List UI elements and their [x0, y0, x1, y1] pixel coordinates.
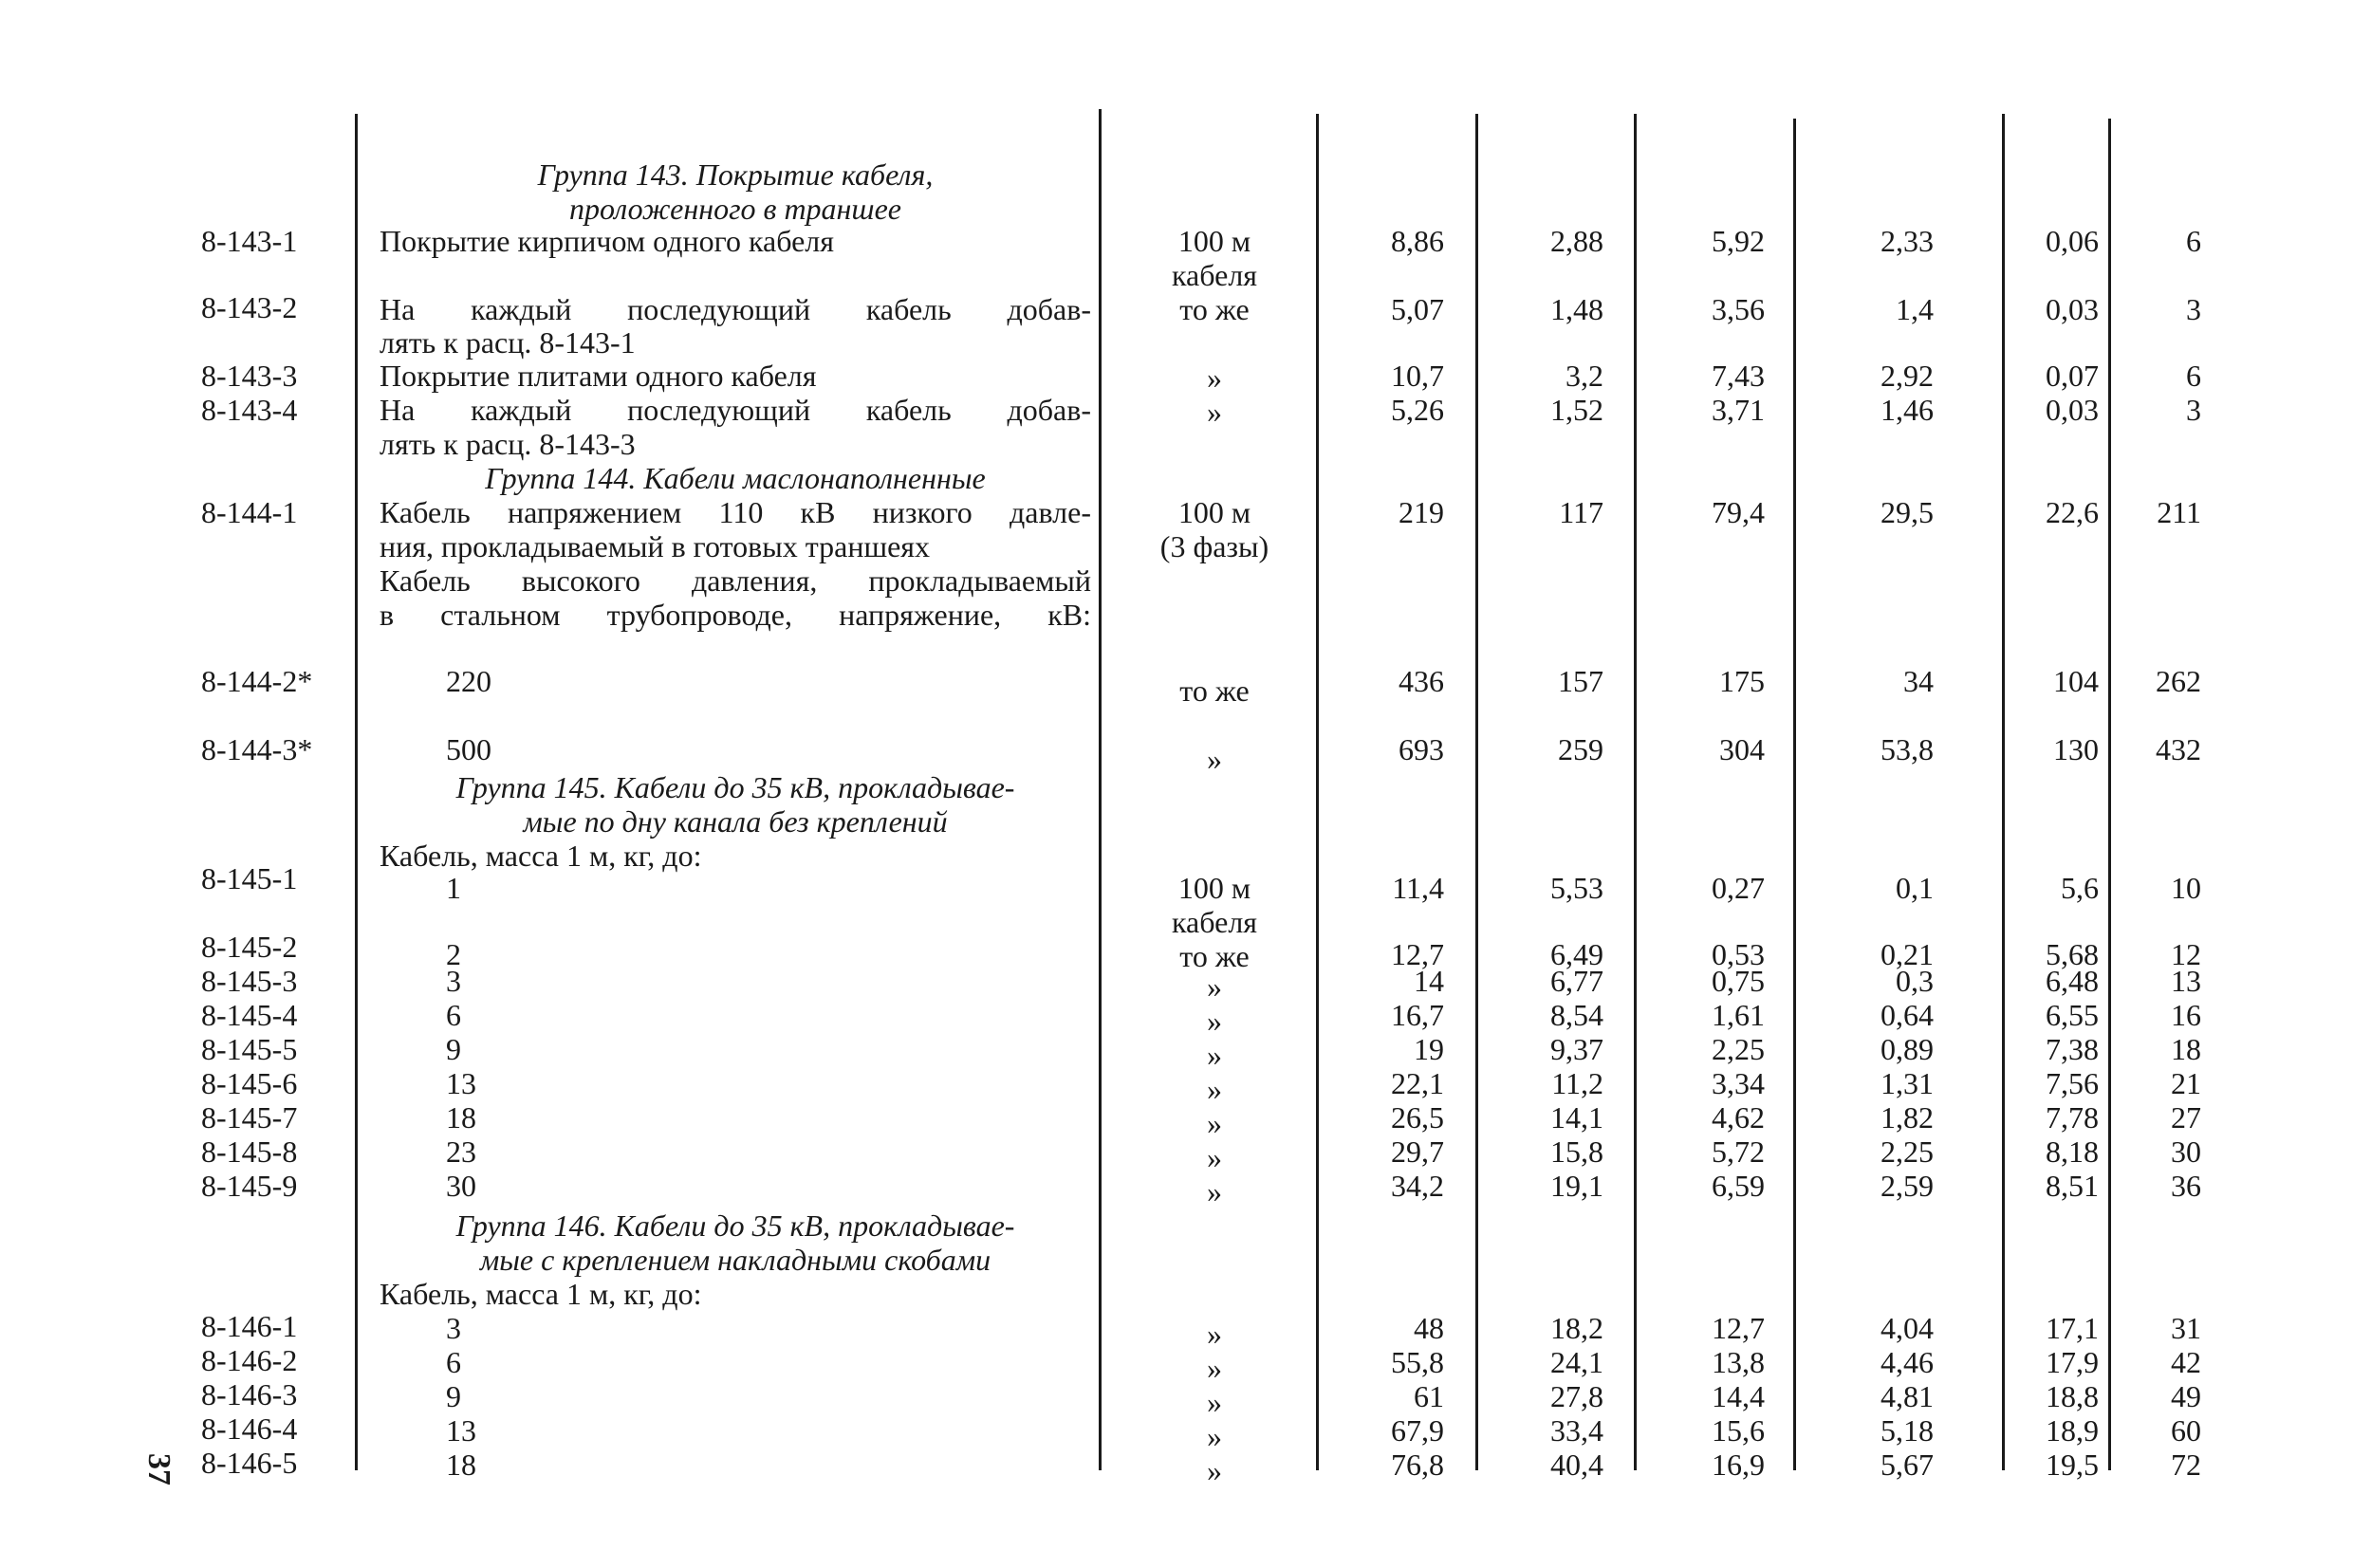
group-143-title-line-1: Группа 143. Покрытие кабеля, — [537, 157, 934, 192]
row-unit-line-2: кабеля — [1171, 905, 1257, 939]
row-description: На каждый последующий кабель добав- — [380, 292, 1091, 326]
cell-materials: 8,18 — [2046, 1134, 2099, 1169]
row-description: Покрытие плитами одного кабеля — [380, 359, 817, 393]
cell-machine-wages: 1,4 — [1896, 292, 1934, 326]
row-unit: » — [1207, 1004, 1222, 1038]
cell-machine-wages: 34 — [1903, 664, 1934, 698]
cell-materials: 130 — [2053, 732, 2099, 766]
row-unit: 100 м — [1177, 871, 1251, 905]
cell-materials: 6,55 — [2046, 998, 2099, 1032]
cell-total: 11,4 — [1392, 871, 1444, 905]
row-label: 30 — [446, 1169, 476, 1203]
cell-machine-wages: 1,31 — [1881, 1066, 1934, 1100]
row-unit: » — [1207, 1174, 1222, 1208]
row-unit-line-2: кабеля — [1171, 258, 1257, 292]
cell-machines: 304 — [1719, 732, 1765, 766]
cell-labor-hours: 72 — [2171, 1448, 2201, 1482]
row-unit: 100 м — [1177, 495, 1251, 529]
row-unit: » — [1207, 1385, 1222, 1419]
cell-total: 10,7 — [1391, 359, 1444, 393]
cell-machine-wages: 2,33 — [1881, 224, 1934, 258]
cell-labor-hours: 262 — [2156, 664, 2201, 698]
cell-total: 219 — [1399, 495, 1444, 529]
cell-machine-wages: 2,59 — [1881, 1169, 1934, 1203]
row-code: 8-146-3 — [201, 1377, 298, 1411]
row-unit: » — [1207, 969, 1222, 1004]
row-label: 3 — [446, 1311, 461, 1345]
cell-labor: 259 — [1558, 732, 1603, 766]
cell-labor-hours: 3 — [2186, 292, 2201, 326]
cell-labor: 5,53 — [1550, 871, 1603, 905]
cell-machines: 2,25 — [1712, 1032, 1765, 1066]
cell-machines: 16,9 — [1712, 1448, 1765, 1482]
row-unit: то же — [1179, 939, 1250, 973]
row-label: 220 — [446, 664, 491, 698]
cell-materials: 7,56 — [2046, 1066, 2099, 1100]
cell-labor: 2,88 — [1550, 224, 1603, 258]
group-146-title-line-2: мые с креплением накладными скобами — [479, 1243, 991, 1277]
row-code: 8-144-2* — [201, 664, 313, 698]
cell-labor: 14,1 — [1550, 1100, 1603, 1134]
subheading-text-line-2: в стальном трубопроводе, напряжение, кВ: — [380, 598, 1091, 632]
column-rule-c5 — [2108, 119, 2111, 1470]
group-145-title-line-2: мые по дну канала без креплений — [523, 804, 948, 839]
cell-machine-wages: 4,04 — [1881, 1311, 1934, 1345]
cell-total: 34,2 — [1391, 1169, 1444, 1203]
cell-materials: 8,51 — [2046, 1169, 2099, 1203]
row-label: 18 — [446, 1448, 476, 1482]
cell-machine-wages: 53,8 — [1881, 732, 1934, 766]
cell-labor-hours: 30 — [2171, 1134, 2201, 1169]
cell-labor: 157 — [1558, 664, 1603, 698]
subheading-text: Кабель, масса 1 м, кг, до: — [380, 839, 702, 873]
cell-materials: 22,6 — [2046, 495, 2099, 529]
row-unit: то же — [1179, 673, 1250, 708]
row-label: 13 — [446, 1413, 476, 1448]
cell-total: 48 — [1414, 1311, 1444, 1345]
row-code: 8-145-1 — [201, 861, 298, 895]
cell-total: 14 — [1414, 964, 1444, 998]
row-code: 8-145-2 — [201, 930, 298, 964]
cell-total: 67,9 — [1391, 1413, 1444, 1448]
cell-machines: 13,8 — [1712, 1345, 1765, 1379]
row-code: 8-145-4 — [201, 998, 298, 1032]
cell-machine-wages: 4,81 — [1881, 1379, 1934, 1413]
row-code: 8-145-9 — [201, 1169, 298, 1203]
cell-labor: 24,1 — [1550, 1345, 1603, 1379]
cell-total: 5,26 — [1391, 393, 1444, 427]
cell-labor-hours: 432 — [2156, 732, 2201, 766]
cell-machine-wages: 4,46 — [1881, 1345, 1934, 1379]
page-number: 37 — [141, 1453, 176, 1485]
cell-materials: 6,48 — [2046, 964, 2099, 998]
cell-labor-hours: 60 — [2171, 1413, 2201, 1448]
group-146-title-line-1: Группа 146. Кабели до 35 кВ, прокладывае- — [455, 1208, 1015, 1243]
cell-machine-wages: 5,18 — [1881, 1413, 1934, 1448]
cell-materials: 0,06 — [2046, 224, 2099, 258]
cell-materials: 5,6 — [2061, 871, 2099, 905]
cell-machine-wages: 0,64 — [1881, 998, 1934, 1032]
row-code: 8-146-4 — [201, 1411, 298, 1446]
cell-labor: 27,8 — [1550, 1379, 1603, 1413]
row-label: 2 — [446, 937, 461, 971]
row-description-line-2: ния, прокладываемый в готовых траншеях — [380, 529, 931, 563]
row-code: 8-144-1 — [201, 495, 298, 529]
cell-materials: 104 — [2053, 664, 2099, 698]
cell-total: 19 — [1414, 1032, 1444, 1066]
row-unit: » — [1207, 742, 1222, 776]
row-unit: » — [1207, 1419, 1222, 1453]
cell-machines: 3,56 — [1712, 292, 1765, 326]
cell-labor-hours: 21 — [2171, 1066, 2201, 1100]
row-code: 8-145-8 — [201, 1134, 298, 1169]
cell-machines: 3,34 — [1712, 1066, 1765, 1100]
row-label: 13 — [446, 1066, 476, 1100]
row-code: 8-144-3* — [201, 732, 313, 766]
row-code: 8-143-2 — [201, 290, 298, 324]
cell-materials: 0,07 — [2046, 359, 2099, 393]
cell-materials: 18,8 — [2046, 1379, 2099, 1413]
cell-total: 29,7 — [1391, 1134, 1444, 1169]
cell-machine-wages: 1,46 — [1881, 393, 1934, 427]
cell-machines: 175 — [1719, 664, 1765, 698]
row-code: 8-145-6 — [201, 1066, 298, 1100]
row-code: 8-143-3 — [201, 359, 298, 393]
cell-machines: 0,75 — [1712, 964, 1765, 998]
cell-labor: 3,2 — [1566, 359, 1603, 393]
cell-labor-hours: 3 — [2186, 393, 2201, 427]
cell-machines: 5,72 — [1712, 1134, 1765, 1169]
cell-machines: 1,61 — [1712, 998, 1765, 1032]
row-unit: то же — [1179, 292, 1250, 326]
cell-machines: 6,59 — [1712, 1169, 1765, 1203]
group-145-title-line-1: Группа 145. Кабели до 35 кВ, прокладывае- — [455, 770, 1015, 804]
cell-total: 436 — [1399, 664, 1444, 698]
column-rule-unit — [1316, 114, 1319, 1470]
cell-materials: 17,1 — [2046, 1311, 2099, 1345]
row-label: 18 — [446, 1100, 476, 1134]
cell-machine-wages: 0,21 — [1881, 937, 1934, 971]
cell-machine-wages: 0,89 — [1881, 1032, 1934, 1066]
row-unit: » — [1207, 395, 1222, 429]
subheading-text: Кабель высокого давления, прокладываемый — [380, 563, 1091, 598]
cell-machines: 7,43 — [1712, 359, 1765, 393]
cell-labor-hours: 6 — [2186, 359, 2201, 393]
row-description-line-2: лять к расц. 8-143-1 — [380, 325, 636, 360]
row-unit: » — [1207, 1072, 1222, 1106]
row-unit-line-2: (3 фазы) — [1159, 529, 1269, 563]
cell-labor: 6,49 — [1550, 937, 1603, 971]
cell-labor-hours: 49 — [2171, 1379, 2201, 1413]
row-code: 8-146-2 — [201, 1343, 298, 1377]
cell-machine-wages: 0,3 — [1896, 964, 1934, 998]
cell-machine-wages: 0,1 — [1896, 871, 1934, 905]
row-label: 6 — [446, 1345, 461, 1379]
cell-machines: 79,4 — [1712, 495, 1765, 529]
cell-total: 693 — [1399, 732, 1444, 766]
column-rule-c4 — [2002, 114, 2005, 1470]
cell-labor: 9,37 — [1550, 1032, 1603, 1066]
cell-machine-wages: 2,92 — [1881, 359, 1934, 393]
row-unit: » — [1207, 360, 1222, 395]
cell-materials: 18,9 — [2046, 1413, 2099, 1448]
cell-total: 22,1 — [1391, 1066, 1444, 1100]
cell-machines: 15,6 — [1712, 1413, 1765, 1448]
column-rule-c3 — [1793, 119, 1796, 1470]
cell-labor: 117 — [1559, 495, 1603, 529]
row-description: Кабель напряжением 110 кВ низкого давле- — [380, 495, 1091, 529]
cell-labor: 19,1 — [1550, 1169, 1603, 1203]
cell-machines: 0,27 — [1712, 871, 1765, 905]
row-label: 23 — [446, 1134, 476, 1169]
cell-machines: 4,62 — [1712, 1100, 1765, 1134]
cell-machines: 0,53 — [1712, 937, 1765, 971]
cell-total: 26,5 — [1391, 1100, 1444, 1134]
row-code: 8-146-1 — [201, 1309, 298, 1343]
cell-labor-hours: 10 — [2171, 871, 2201, 905]
cell-labor: 33,4 — [1550, 1413, 1603, 1448]
cell-labor-hours: 16 — [2171, 998, 2201, 1032]
row-code: 8-145-3 — [201, 964, 298, 998]
row-label: 9 — [446, 1379, 461, 1413]
cell-labor-hours: 27 — [2171, 1100, 2201, 1134]
cell-total: 55,8 — [1391, 1345, 1444, 1379]
cell-machines: 12,7 — [1712, 1311, 1765, 1345]
cell-labor: 1,48 — [1550, 292, 1603, 326]
row-code: 8-145-7 — [201, 1100, 298, 1134]
row-description-line-2: лять к расц. 8-143-3 — [380, 427, 636, 461]
row-unit: » — [1207, 1106, 1222, 1140]
row-code: 8-143-4 — [201, 393, 298, 427]
column-rule-code — [355, 114, 358, 1470]
cell-materials: 17,9 — [2046, 1345, 2099, 1379]
row-code: 8-146-5 — [201, 1446, 298, 1480]
cell-materials: 19,5 — [2046, 1448, 2099, 1482]
cell-machine-wages: 1,82 — [1881, 1100, 1934, 1134]
cell-labor: 18,2 — [1550, 1311, 1603, 1345]
cell-total: 12,7 — [1391, 937, 1444, 971]
cell-labor: 11,2 — [1551, 1066, 1603, 1100]
cell-labor: 1,52 — [1550, 393, 1603, 427]
cell-labor-hours: 42 — [2171, 1345, 2201, 1379]
column-rule-c1 — [1475, 114, 1478, 1470]
cell-labor-hours: 36 — [2171, 1169, 2201, 1203]
cell-total: 76,8 — [1391, 1448, 1444, 1482]
row-unit: » — [1207, 1140, 1222, 1174]
cell-labor: 15,8 — [1550, 1134, 1603, 1169]
cell-materials: 7,38 — [2046, 1032, 2099, 1066]
group-143-title-line-2: проложенного в траншее — [569, 192, 901, 226]
row-label: 6 — [446, 998, 461, 1032]
cell-labor-hours: 211 — [2157, 495, 2201, 529]
cell-labor: 40,4 — [1550, 1448, 1603, 1482]
cell-machines: 5,92 — [1712, 224, 1765, 258]
cell-labor-hours: 18 — [2171, 1032, 2201, 1066]
cell-labor-hours: 12 — [2171, 937, 2201, 971]
column-rule-c2 — [1634, 114, 1637, 1470]
cell-machines: 3,71 — [1712, 393, 1765, 427]
row-unit: » — [1207, 1317, 1222, 1351]
cell-materials: 7,78 — [2046, 1100, 2099, 1134]
cell-materials: 0,03 — [2046, 393, 2099, 427]
row-label: 1 — [446, 871, 461, 905]
cell-labor: 6,77 — [1550, 964, 1603, 998]
row-description: Покрытие кирпичом одного кабеля — [380, 224, 834, 258]
row-label: 3 — [446, 964, 461, 998]
row-label: 9 — [446, 1032, 461, 1066]
cell-total: 5,07 — [1391, 292, 1444, 326]
row-code: 8-143-1 — [201, 224, 298, 258]
cell-total: 61 — [1414, 1379, 1444, 1413]
row-code: 8-145-5 — [201, 1032, 298, 1066]
row-unit: » — [1207, 1453, 1222, 1487]
cell-total: 16,7 — [1391, 998, 1444, 1032]
row-description: На каждый последующий кабель добав- — [380, 393, 1091, 427]
cell-machine-wages: 5,67 — [1881, 1448, 1934, 1482]
column-rule-description — [1099, 109, 1102, 1470]
row-unit: » — [1207, 1351, 1222, 1385]
cell-total: 8,86 — [1391, 224, 1444, 258]
row-unit: » — [1207, 1038, 1222, 1072]
cell-labor-hours: 13 — [2171, 964, 2201, 998]
cell-materials: 5,68 — [2046, 937, 2099, 971]
cell-materials: 0,03 — [2046, 292, 2099, 326]
cell-labor-hours: 31 — [2171, 1311, 2201, 1345]
group-144-title: Группа 144. Кабели маслонаполненные — [485, 461, 986, 495]
cell-machine-wages: 2,25 — [1881, 1134, 1934, 1169]
cell-machines: 14,4 — [1712, 1379, 1765, 1413]
row-label: 500 — [446, 732, 491, 766]
cell-labor-hours: 6 — [2186, 224, 2201, 258]
row-unit: 100 м — [1177, 224, 1251, 258]
cell-labor: 8,54 — [1550, 998, 1603, 1032]
subheading-text: Кабель, масса 1 м, кг, до: — [380, 1277, 702, 1311]
cell-machine-wages: 29,5 — [1881, 495, 1934, 529]
